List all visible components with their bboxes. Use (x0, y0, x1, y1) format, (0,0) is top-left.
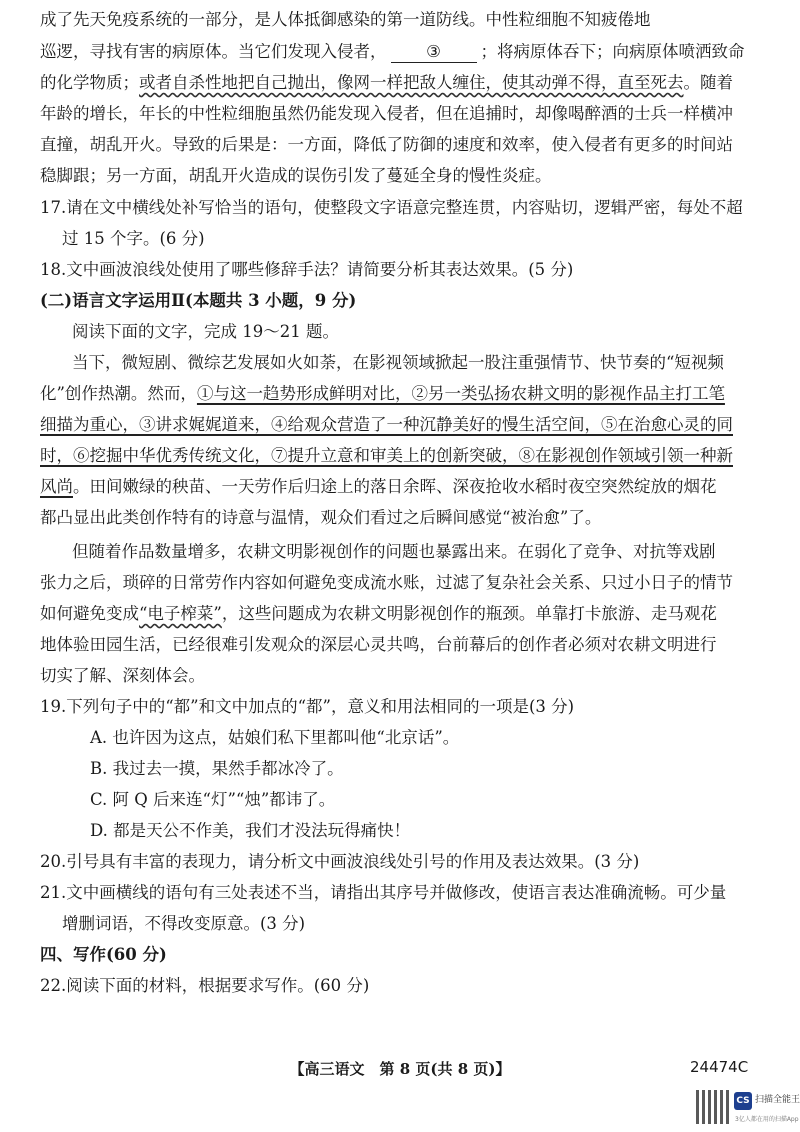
wavy-underlined-text: “电子榨菜” (139, 604, 222, 623)
passage2-line: 切实了解、深刻体会。 (40, 666, 205, 685)
passage2-line: 化”创作热潮。然而，①与这一趋势形成鲜明对比，②另一类弘扬农耕文明的影视作品主打工笔 (40, 384, 725, 403)
option-a[interactable]: A. 也许因为这点，姑娘们私下里都叫他“北京话”。 (90, 728, 460, 747)
page-number: 【高三语文 第 8 页(共 8 页)】 (289, 1060, 511, 1078)
passage2-line: 但随着作品数量增多，农耕文明影视创作的问题也暴露出来。在弱化了竞争、对抗等戏剧 (72, 542, 716, 561)
camscanner-logo-icon: CS (734, 1092, 752, 1110)
passage2-line: 都凸显出此类创作特有的诗意与温情，观众们看过之后瞬间感觉“被治愈”了。 (40, 508, 602, 527)
section-4-title: 四、写作(60 分) (40, 945, 167, 964)
passage-line: 成了先天免疫系统的一部分，是人体抵御感染的第一道防线。中性粒细胞不知疲倦地 (40, 10, 651, 29)
answer-blank-3[interactable]: ③ (391, 42, 477, 63)
question-18: 18.文中画波浪线处使用了哪些修辞手法？请简要分析其表达效果。(5 分) (40, 260, 574, 279)
underlined-sentence: ①与这一趋势形成鲜明对比，②另一类弘扬农耕文明的影视作品主打工笔 (196, 384, 725, 403)
section-2-title: (二)语言文字运用Ⅱ(本题共 3 小题，9 分) (40, 291, 357, 310)
passage-line: 稳脚跟；另一方面，胡乱开火造成的误伤引发了蔓延全身的慢性炎症。 (40, 166, 552, 185)
passage2-line: 地体验田园生活，已经很难引发观众的深层心灵共鸣，台前幕后的创作者必须对农耕文明进行 (40, 635, 717, 654)
question-19: 19.下列句子中的“都”和文中加点的“都”，意义和用法相同的一项是(3 分) (40, 697, 575, 716)
underlined-sentence: 细描为重心，③讲求娓娓道来，④给观众营造了一种沉静美好的慢生活空间，⑤在治愈心灵的同 (40, 415, 733, 434)
question-21: 21.文中画横线的语句有三处表述不当，请指出其序号并做修改，使语言表达准确流畅。可少量 (40, 883, 727, 902)
underlined-sentence: 风尚 (40, 477, 73, 496)
passage2-line (40, 413, 733, 437)
paper-code: 24474C (690, 1058, 749, 1076)
passage2-line: 张力之后，琐碎的日常劳作内容如何避免变成流水账，过滤了复杂社会关系、只过小日子的情节 (40, 573, 733, 592)
passage2-line: 当下，微短剧、微综艺发展如火如荼，在影视领域掀起一股注重强情节、快节奏的“短视频 (72, 353, 724, 372)
option-c[interactable]: C. 阿 Q 后来连“灯”“烛”都讳了。 (90, 790, 336, 809)
qr-code-icon (696, 1090, 730, 1124)
scanner-app-tagline: 3亿人都在用的扫描App (735, 1116, 799, 1123)
section-2-intro: 阅读下面的文字，完成 19～21 题。 (72, 322, 339, 341)
passage-line: 巡逻，寻找有害的病原体。当它们发现入侵者， ③ ；将病原体吞下；向病原体喷洒致命 (40, 42, 745, 61)
passage-line: 年龄的增长，年长的中性粒细胞虽然仍能发现入侵者，但在追捕时，却像喝醉酒的士兵一样横冲 (40, 104, 733, 123)
question-17: 17.请在文中横线处补写恰当的语句，使整段文字语意完整连贯，内容贴切，逻辑严密，每处不超 (40, 198, 743, 217)
option-b[interactable]: B. 我过去一摸，果然手都冰冷了。 (90, 759, 344, 778)
passage2-line: 如何避免变成“电子榨菜”，这些问题成为农耕文明影视创作的瓶颈。单靠打卡旅游、走马观花 (40, 604, 717, 623)
question-21-cont: 增删词语，不得改变原意。(3 分) (62, 914, 306, 933)
underlined-sentence: 时，⑥挖掘中华优秀传统文化，⑦提升立意和审美上的创新突破，⑧在影视创作领域引领一种新 (40, 446, 733, 465)
question-22: 22.阅读下面的材料，根据要求写作。(60 分) (40, 976, 370, 995)
passage2-line: 风尚。田间嫩绿的秧苗、一天劳作后归途上的落日余晖、深夜抢收水稻时夜空突然绽放的烟花 (40, 477, 717, 496)
passage-line: 直撞，胡乱开火。导致的后果是：一方面，降低了防御的速度和效率，使入侵者有更多的时间站 (40, 135, 733, 154)
option-d[interactable]: D. 都是天公不作美，我们才没法玩得痛快！ (90, 821, 411, 840)
question-17-cont: 过 15 个字。(6 分) (62, 229, 205, 248)
wavy-underlined-text: 或者自杀性地把自己抛出，像网一样把敌人缠住，使其动弹不得，直至死去 (139, 73, 684, 92)
passage-line: 的化学物质；或者自杀性地把自己抛出，像网一样把敌人缠住，使其动弹不得，直至死去。随着 (40, 73, 733, 92)
scanner-app-name: 扫描全能王 (755, 1095, 800, 1105)
question-20: 20.引号具有丰富的表现力，请分析文中画波浪线处引号的作用及表达效果。(3 分) (40, 852, 640, 871)
passage2-line (40, 444, 733, 468)
